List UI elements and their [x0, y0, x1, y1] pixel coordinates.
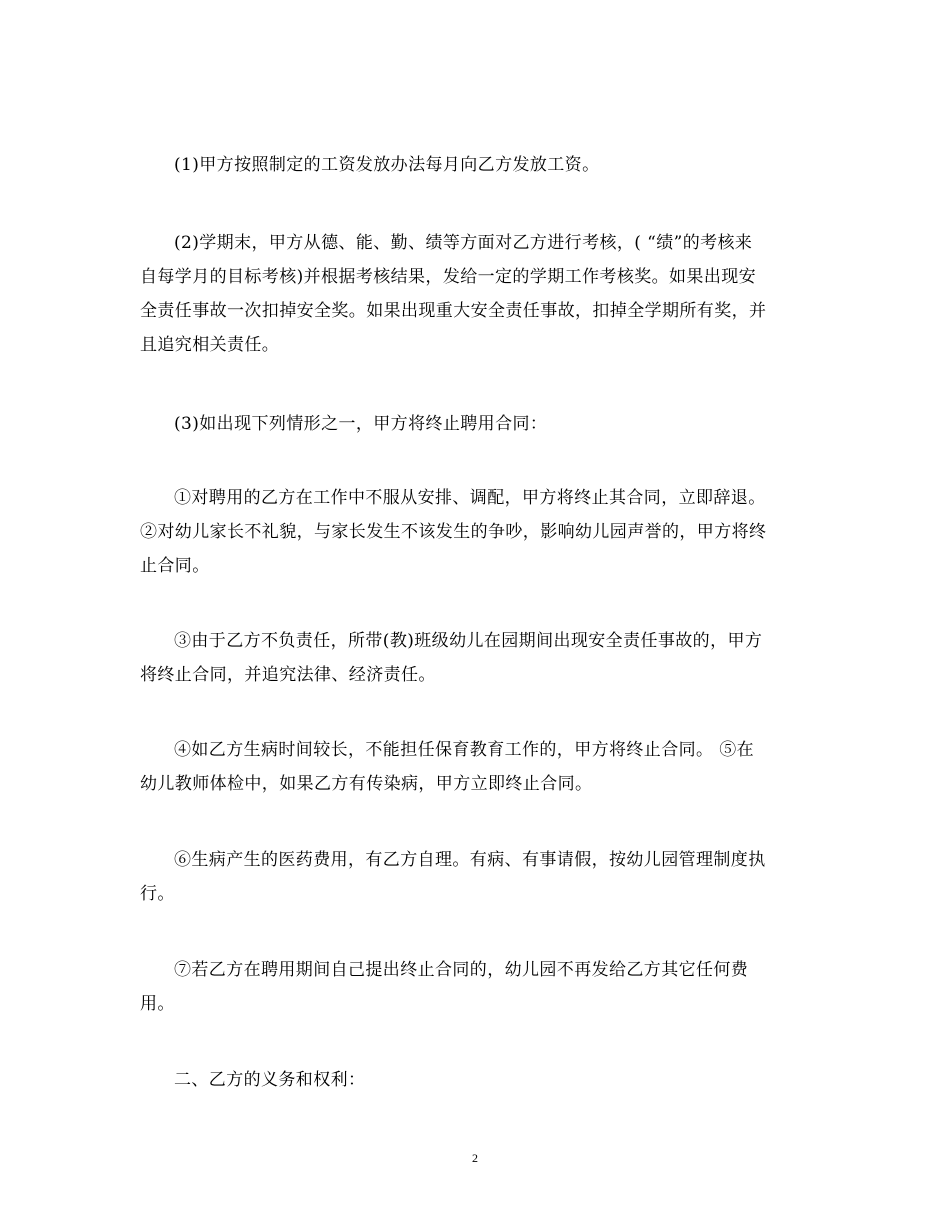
paragraph-termination-6	[140, 843, 815, 911]
paragraph-termination-7	[140, 953, 815, 1021]
paragraph-termination-4-5	[140, 733, 815, 801]
text-line: 幼儿教师体检中，如果乙方有传染病，甲方立即终止合同。	[140, 774, 593, 794]
text-line: (3)如出现下列情形之一，甲方将终止聘用合同：	[174, 414, 548, 434]
paragraph-assessment	[140, 226, 815, 362]
text-line: ②对幼儿家长不礼貌，与家长发生不该发生的争吵，影响幼儿园声誉的，甲方将终	[140, 522, 767, 542]
text-line: (2)学期末，甲方从德、能、勤、绩等方面对乙方进行考核，( “绩”的考核来	[174, 233, 753, 253]
text-line: 将终止合同，并追究法律、经济责任。	[140, 665, 436, 685]
text-line: ⑥生病产生的医药费用，有乙方自理。有病、有事请假，按幼儿园管理制度执	[174, 850, 766, 870]
text-line: ①对聘用的乙方在工作中不服从安排、调配，甲方将终止其合同，立即辞退。	[174, 488, 766, 508]
text-line: 行。	[140, 884, 175, 904]
text-line: 全责任事故一次扣掉安全奖。如果出现重大安全责任事故，扣掉全学期所有奖，并	[140, 301, 767, 321]
text-line: 自每学月的目标考核)并根据考核结果，发给一定的学期工作考核奖。如果出现安	[140, 267, 757, 287]
page-number: 2	[472, 1151, 478, 1165]
section-heading-party-b	[140, 1063, 815, 1097]
paragraph-termination-3	[140, 624, 815, 692]
text-line: (1)甲方按照制定的工资发放办法每月向乙方发放工资。	[174, 155, 600, 175]
paragraph-termination-1-2	[140, 481, 815, 583]
paragraph-termination-intro	[140, 407, 815, 441]
text-line: ⑦若乙方在聘用期间自己提出终止合同的，幼儿园不再发给乙方其它任何费	[174, 960, 749, 980]
text-line: 且追究相关责任。	[140, 335, 280, 355]
text-line: ③由于乙方不负责任，所带(教)班级幼儿在园期间出现安全责任事故的，甲方	[174, 631, 763, 651]
text-line: 用。	[140, 994, 175, 1014]
text-line: ④如乙方生病时间较长，不能担任保育教育工作的，甲方将终止合同。 ⑤在	[174, 740, 755, 760]
text-line: 二、乙方的义务和权利：	[174, 1070, 366, 1090]
text-line: 止合同。	[140, 556, 210, 576]
paragraph-salary	[140, 148, 815, 182]
